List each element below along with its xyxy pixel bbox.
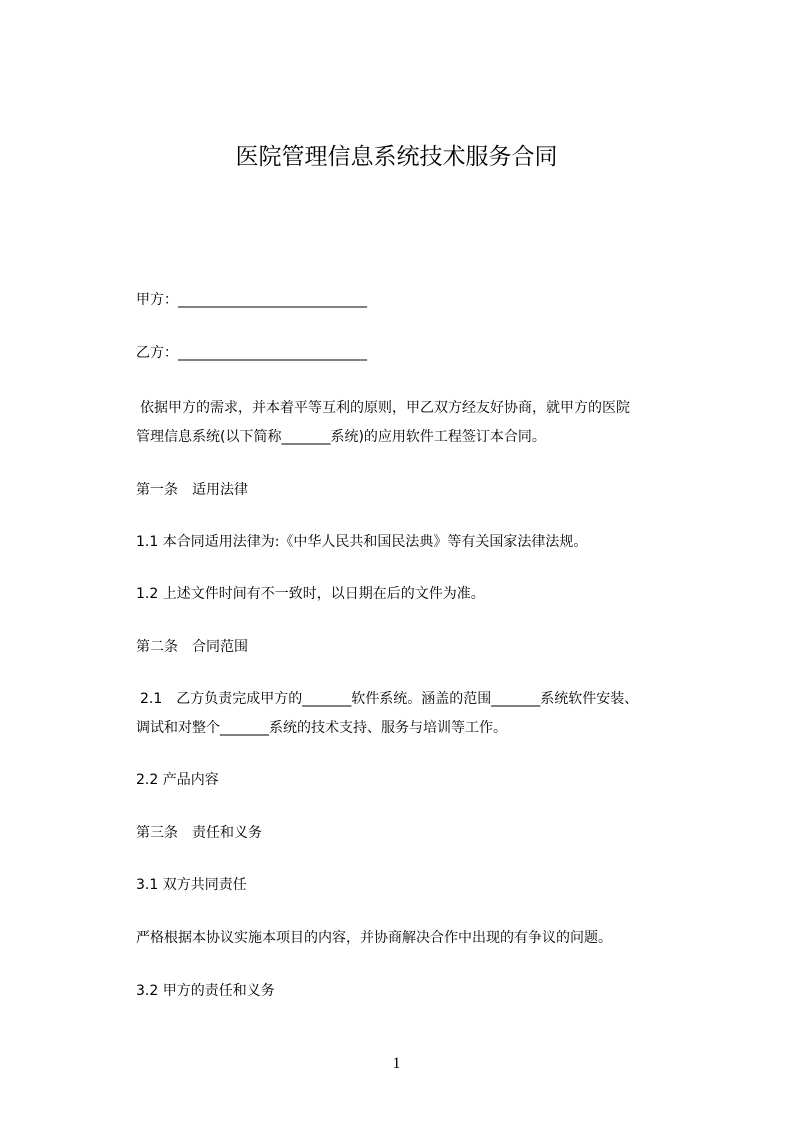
article-3-heading: 第三条 责任和义务: [136, 825, 262, 841]
clause-3-2: 3.2 甲方的责任和义务: [136, 983, 275, 999]
clause-2-1-line-1: 2.1 乙方负责完成甲方的_______软件系统。涵盖的范围_______系统软件安装、: [140, 691, 639, 707]
party-b-line: 乙方：___________________________: [136, 345, 367, 361]
clause-3-1-text: 严格根据本协议实施本项目的内容，并协商解决合作中出现的有争议的问题。: [136, 930, 612, 946]
document-title: 医院管理信息系统技术服务合同: [235, 144, 558, 170]
party-a-line: 甲方：___________________________: [136, 292, 367, 308]
article-2-heading: 第二条 合同范围: [136, 639, 248, 655]
page-number: 1: [392, 1055, 401, 1072]
intro-line-1: 依据甲方的需求，并本着平等互利的原则，甲乙双方经友好协商，就甲方的医院: [140, 400, 630, 416]
clause-1-1: 1.1 本合同适用法律为:《中华人民共和国民法典》等有关国家法律法规。: [136, 534, 588, 550]
clause-2-1-line-2: 调试和对整个_______系统的技术支持、服务与培训等工作。: [136, 720, 507, 736]
clause-2-2: 2.2 产品内容: [136, 772, 219, 788]
article-1-heading: 第一条 适用法律: [136, 482, 248, 498]
intro-line-2: 管理信息系统(以下简称_______系统)的应用软件工程签订本合同。: [136, 429, 546, 445]
clause-3-1: 3.1 双方共同责任: [136, 877, 247, 893]
clause-1-2: 1.2 上述文件时间有不一致时，以日期在后的文件为准。: [136, 586, 485, 602]
